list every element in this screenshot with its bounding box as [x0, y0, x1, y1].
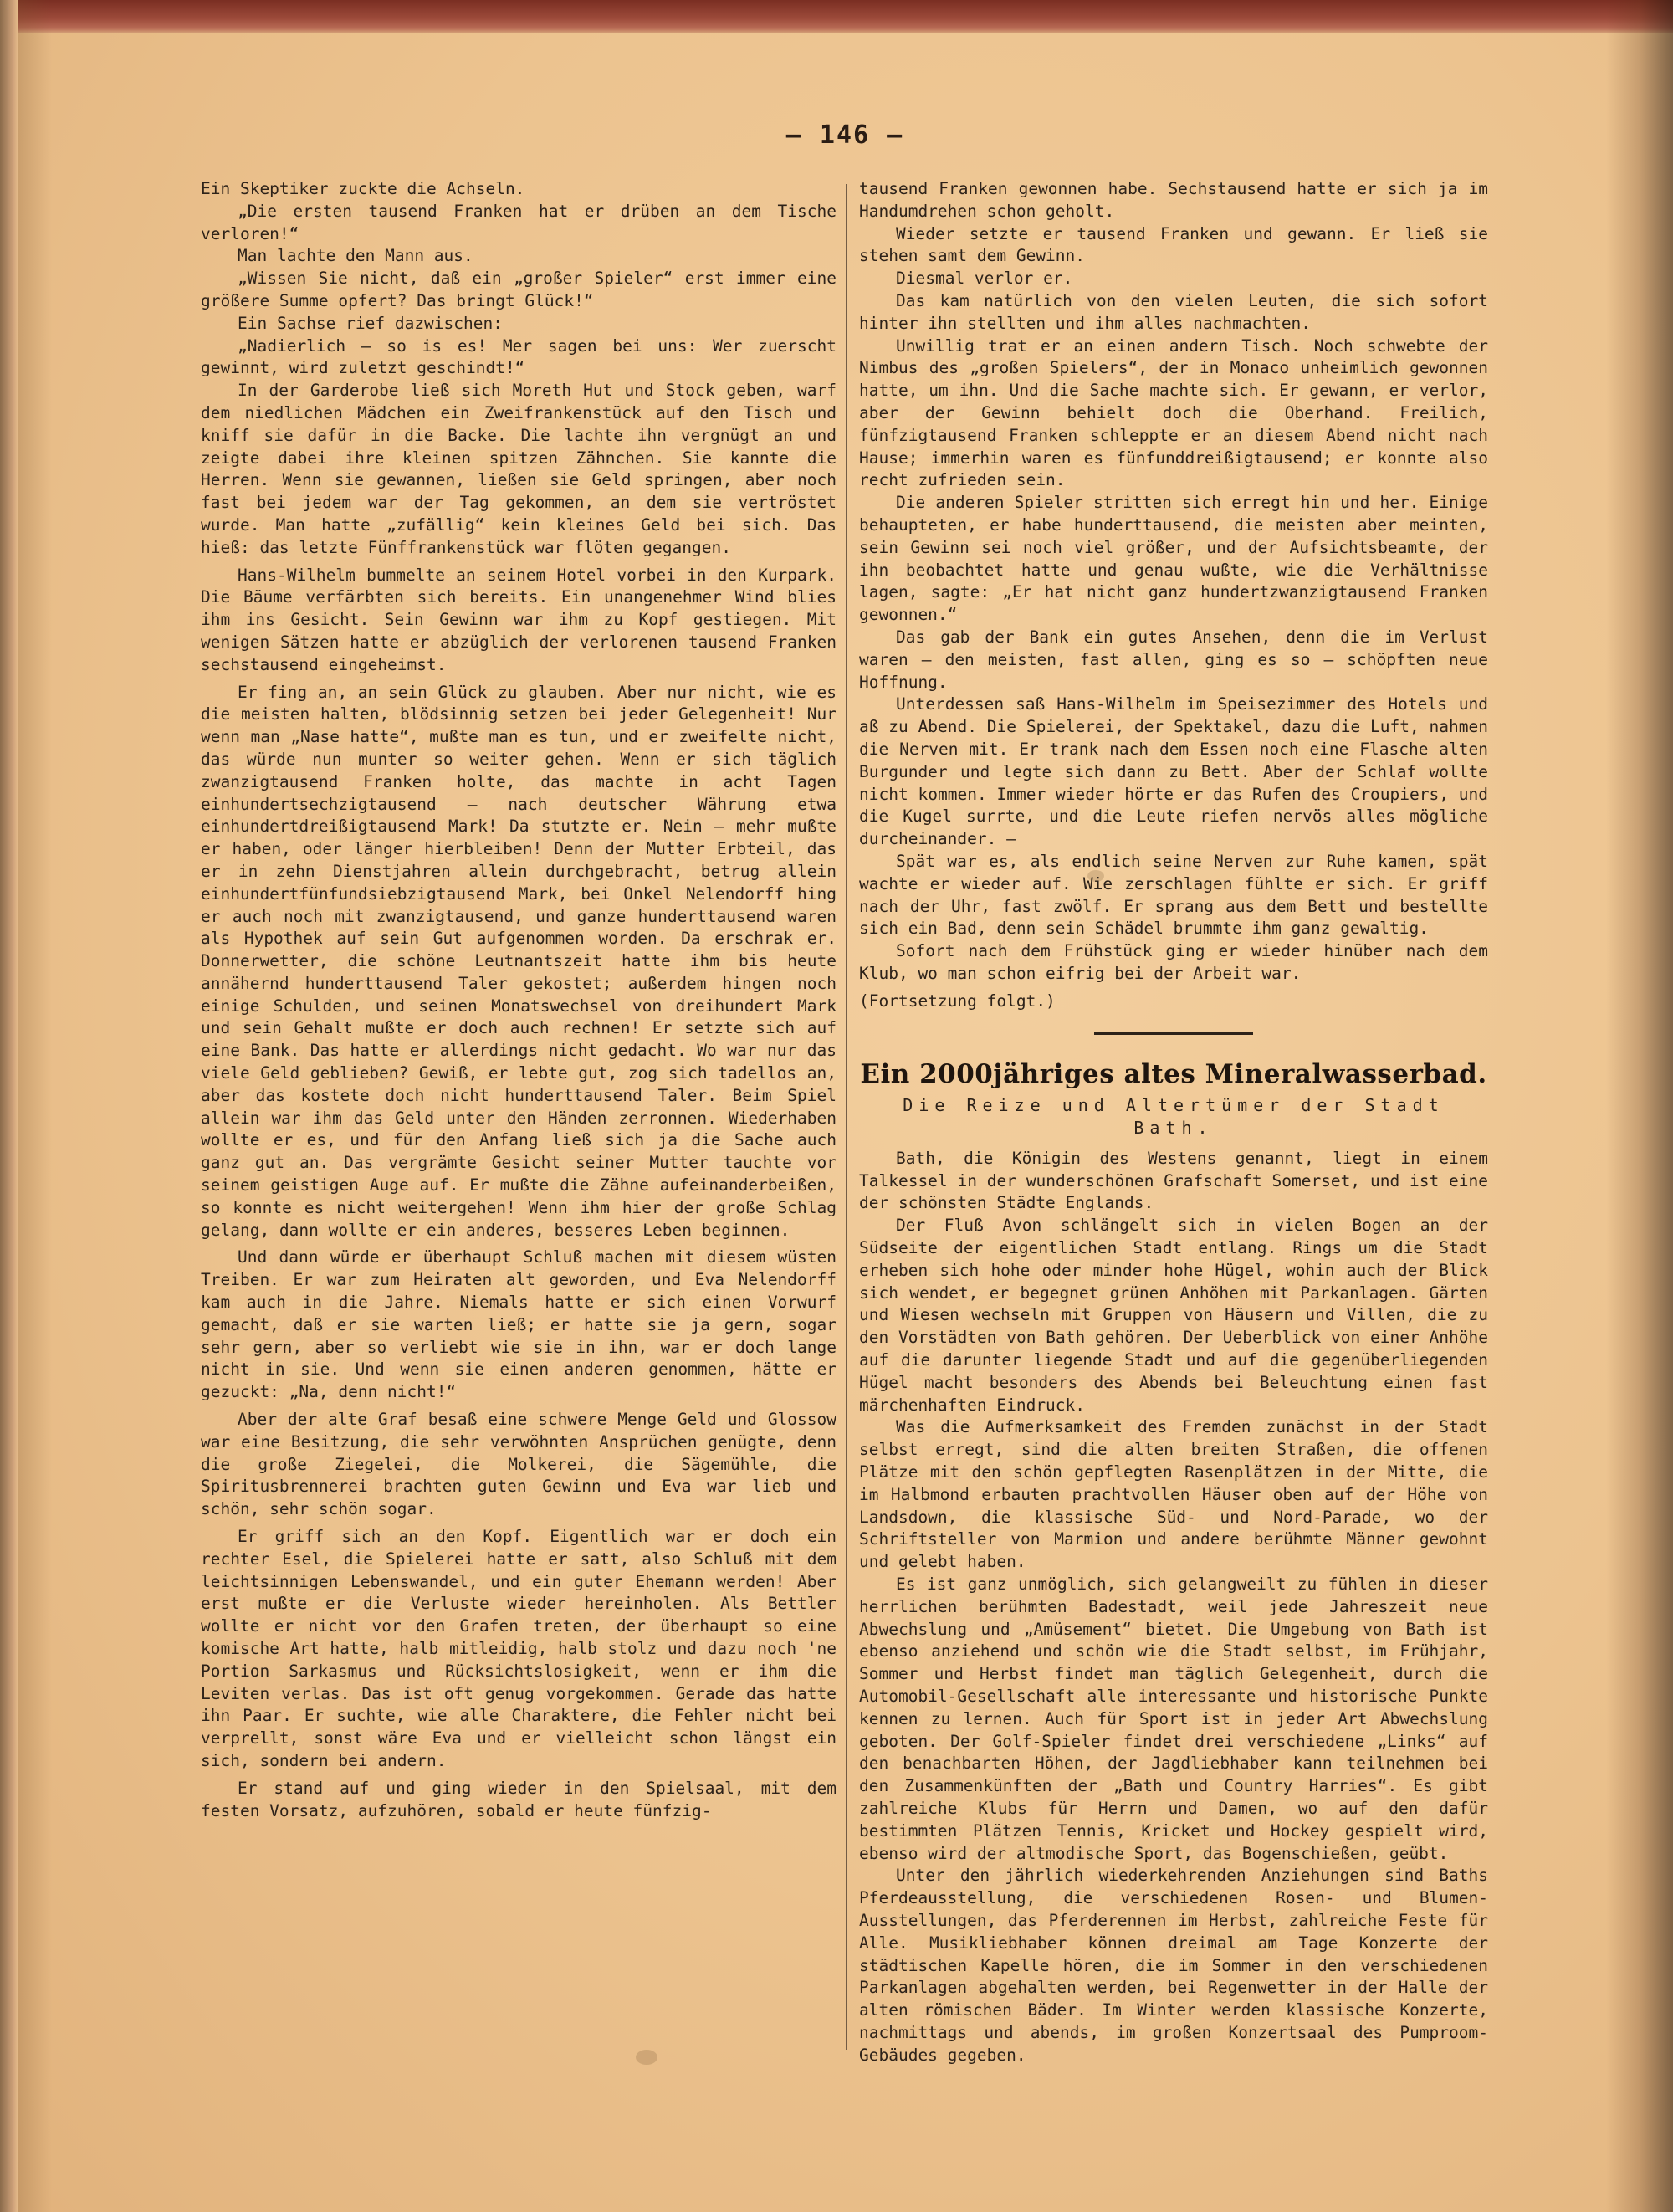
paragraph: Unterdessen saß Hans-Wilhelm im Speisezimmer des Hotels und aß zu Abend. Die Spielerei, der Spektakel, dazu die Luft, nahmen die Nerven mit. Er trank nach dem Essen noch eine Flasche alten Burgunder und legte sich dann zu Bett. Aber der Schlaf wollte nicht kommen. Immer wieder hörte er das Rufen des Croupiers, und die Kugel surrte, und die Leute riefen nervös alles mögliche durcheinander. —	[859, 694, 1488, 849]
article-headline: Ein 2000jähriges altes Mineralwasserbad.	[860, 1059, 1487, 1090]
left-text-column	[201, 178, 836, 1822]
paragraph: Ein Skeptiker zuckte die Achseln.	[201, 179, 525, 198]
paragraph: In der Garderobe ließ sich Moreth Hut und Stock geben, warf dem niedlichen Mädchen ein Zweifrankenstück auf den Tisch und kniff sie dafür in die Backe. Die lachte ihn vergnügt an und zeigte dabei ihre kleinen spitzen Zähnchen. Sie kannte die Herren. Wenn sie gewannen, ließen sie Geld springen, aber noch fast bei jedem war der Tag gekommen, an dem sie vertröstet wurde. Man hatte „zufällig“ kein kleines Geld bei sich. Das hieß: das letzte Fünffrankenstück war flöten gegangen.	[201, 381, 836, 557]
paragraph: Er stand auf und ging wieder in den Spielsaal, mit dem festen Vorsatz, aufzuhören, sobald er heute fünfzig-	[201, 1778, 836, 1820]
paragraph: Sofort nach dem Frühstück ging er wieder hinüber nach dem Klub, wo man schon eifrig bei der Arbeit war.	[859, 941, 1488, 983]
article-paragraph: Unter den jährlich wiederkehrenden Anziehungen sind Baths Pferdeausstellung, die verschiedenen Rosen- und Blumen-Ausstellungen, das Pferderennen im Herbst, zahlreiche Feste für Alle. Musikliebhaber können dreimal am Tage Konzerte der städtischen Kapelle hören, die im Sommer in den verschiedenen Parkanlagen abgehalten werden, bei Regenwetter in der Halle der alten römischen Bäder. Im Winter werden klassische Konzerte, nachmittags und abends, im großen Konzertsaal des Pumproom-Gebäudes gegeben.	[859, 1866, 1488, 2065]
section-divider	[1094, 1032, 1253, 1035]
book-cover-edge-top	[0, 0, 1673, 33]
article-paragraph: Was die Aufmerksamkeit des Fremden zunächst in der Stadt selbst erregt, sind die alten breiten Straßen, die offenen Plätze mit den schön gepflegten Rasenplätzen in der Mitte, die im Halbmond erbauten prachtvollen Häuser oben auf der Höhe von Landsdown, die klassische Süd- und Nord-Parade, wo der Schriftsteller von Marmion und andere berühmte Männer gewohnt und gelebt haben.	[859, 1417, 1488, 1572]
article-subheadline: Die Reize und Altertümer der Stadt Bath.	[903, 1095, 1445, 1139]
paragraph: Wieder setzte er tausend Franken und gewann. Er ließ sie stehen samt dem Gewinn.	[859, 223, 1488, 266]
paragraph: „Die ersten tausend Franken hat er drüben an dem Tische verloren!“	[201, 201, 836, 243]
article-paragraph: Es ist ganz unmöglich, sich gelangweilt zu fühlen in dieser herrlichen berühmten Badestadt, weil jede Jahreszeit neue Abwechslung und „Amüsement“ bietet. Die Umgebung von Bath ist ebenso anziehend und schön wie die Stadt selbst, im Frühjahr, Sommer und Herbst findet man täglich Gelegenheit, durch die Automobil-Gesellschaft alle interessante und historische Punkte kennen zu lernen. Auch für Sport ist in jeder Art Abwechslung geboten. Der Golf-Spieler findet drei verschiedene „Links“ auf den benachbarten Höhen, der Jagdliebhaber kann teilnehmen bei den Zusammenkünften der „Bath und Country Harries“. Es gibt zahlreiche Klubs für Herrn und Damen, wo auf den dafür bestimmten Plätzen Tennis, Kricket und Hockey gespielt wird, ebenso wird der altmodische Sport, das Bogenschießen, geübt.	[859, 1575, 1488, 1863]
paragraph: Ein Sachse rief dazwischen:	[238, 313, 503, 333]
right-text-column	[859, 178, 1488, 2067]
paragraph: Diesmal verlor er.	[896, 269, 1073, 289]
paragraph: Das kam natürlich von den vielen Leuten, die sich sofort hinter ihn stellten und ihm alles nachmachten.	[859, 290, 1488, 333]
paragraph: Unwillig trat er an einen andern Tisch. Noch schwebte der Nimbus des „großen Spielers“, der in Monaco unheimlich gewonnen hatte, um ihn. Und die Sache machte sich. Er gewann, er verlor, aber der Gewinn behielt doch die Oberhand. Freilich, fünfzigtausend Franken schleppte er an diesem Abend nicht nach Hause; immerhin waren es fünfunddreißigtausend; er konnte also recht zufrieden sein.	[859, 335, 1488, 490]
paragraph: Er fing an, an sein Glück zu glauben. Aber nur nicht, wie es die meisten halten, blödsinnig setzen bei jeder Gelegenheit! Nur wenn man „Nase hatte“, mußte man es tun, und er zweifelte nicht, das würde nun munter so weiter gehen. Wenn er sich täglich zwanzigtausend Franken holte, das machte in acht Tagen einhundertsechzigtausend — nach deutscher Währung etwa einhundertdreißigtausend Mark! Da stutzte er. Nein — mehr mußte er haben, oder länger hierbleiben! Denn der Mutter Erbteil, das er in zehn Dienstjahren allein durchgebracht, betrug allein einhundertfünfundsiebzigtausend Mark, bei Onkel Nelendorff hing er auch noch mit zwanzigtausend, und ganze hunderttausend waren als Hypothek auf sein Gut aufgenommen worden. Da erschrak er. Donnerwetter, die schöne Leutnantszeit hatte ihm bis heute annähernd hunderttausend Taler gekostet; außerdem hingen noch einige Schulden, und seinen Monatswechsel von dreihundert Mark und sein Gehalt mußte er doch auch rechnen! Er setzte sich auf eine Bank. Das hatte er allerdings nicht gedacht. Wo war nur das viele Geld geblieben? Gewiß, er lebte gut, zog sich tadellos an, aber das kostete doch nicht hunderttausend Taler. Beim Spiel allein war ihm das Geld unter den Händen zerronnen. Wiederhaben wollte er es, und für den Anfang ließ sich ja die Sache auch ganz gut an. Das vergrämte Gesicht seiner Mutter tauchte vor seinem geistigen Auge auf. Er mußte die Zähne aufeinanderbeißen, so konnte es nicht weitergehen! Wenn ihm hier der große Schlag gelang, dann wollte er ein anderes, besseres Leben beginnen.	[201, 682, 836, 1240]
paragraph: „Wissen Sie nicht, daß ein „großer Spieler“ erst immer eine größere Summe opfert? Das bringt Glück!“	[201, 269, 836, 310]
page-edge-right	[1606, 0, 1673, 2212]
continued-note: (Fortsetzung folgt.)	[859, 991, 1056, 1011]
paragraph: Die anderen Spieler stritten sich erregt hin und her. Einige behaupteten, er habe hunderttausend, die meisten aber meinten, sein Gewinn sei noch viel größer, und der Aufsichtsbeamte, der ihn beobachtet hatte und genau wußte, wie die Verhältnisse lagen, sagte: „Er hat nicht ganz hundertzwanzigtausend Franken gewonnen.“	[859, 493, 1488, 625]
paragraph: Das gab der Bank ein gutes Ansehen, denn die im Verlust waren — den meisten, fast allen, ging es so — schöpften neue Hoffnung.	[859, 627, 1488, 692]
paragraph: Hans-Wilhelm bummelte an seinem Hotel vorbei in den Kurpark. Die Bäume verfärbten sich bereits. Ein unangenehmer Wind blies ihm ins Gesicht. Sein Gewinn war ihm zu Kopf gestiegen. Mit wenigen Sätzen hatte er abzüglich der verlorenen tausend Franken sechstausend eingeheimst.	[201, 565, 836, 674]
paragraph: tausend Franken gewonnen habe. Sechstausend hatte er sich ja im Handumdrehen schon geholt.	[859, 179, 1488, 221]
paragraph: Spät war es, als endlich seine Nerven zur Ruhe kamen, spät wachte er wieder auf. Wie zerschlagen fühlte er sich. Er griff nach der Uhr, fast zwölf. Er sprang aus dem Bett und bestellte sich ein Bad, denn sein Schädel brummte ihm ganz gewaltig.	[859, 851, 1488, 939]
paragraph: Und dann würde er überhaupt Schluß machen mit diesem wüsten Treiben. Er war zum Heiraten alt geworden, und Eva Nelendorff kam auch in die Jahre. Niemals hatte er sich einen Vorwurf gemacht, daß er sie warten ließ; er hatte sie ja gern, sogar sehr gern, aber so verliebt wie sie in ihn, war er doch lange nicht in sie. Und wenn sie einen anderen genommen, hätte er gezuckt: „Na, denn nicht!“	[201, 1247, 836, 1402]
paper-stain	[636, 2050, 657, 2065]
paragraph: Er griff sich an den Kopf. Eigentlich war er doch ein rechter Esel, die Spielerei hatte er satt, also Schluß mit dem leichtsinnigen Lebenswandel, und ein guter Ehemann werden! Aber erst mußte er die Verluste wieder hereinholen. Als Bettler wollte er nicht vor den Grafen treten, der überhaupt so eine komische Art hatte, halb mitleidig, halb stolz und dazu noch 'ne Portion Sarkasmus und Rücksichtslosigkeit, wenn er ihm die Leviten verlas. Das ist oft genug vorgekommen. Gerade das hatte ihn Paar. Er suchte, wie alle Charaktere, die Fehler nicht bei verprellt, sonst wäre Eva und er vielleicht schon längst ein sich, sondern bei andern.	[201, 1527, 836, 1770]
book-spine-edge	[0, 0, 18, 2212]
spine-shadow	[18, 0, 52, 2212]
article-paragraph: Bath, die Königin des Westens genannt, liegt in einem Talkessel in der wunderschönen Grafschaft Somerset, und ist eine der schönsten Städte Englands.	[859, 1148, 1488, 1213]
paragraph: Aber der alte Graf besaß eine schwere Menge Geld und Glossow war eine Besitzung, die sehr verwöhnten Ansprüchen genügte, denn die große Ziegelei, die Molkerei, die Sägemühle, die Spiritusbrennerei brachten guten Gewinn und Eva war lieb und schön, sehr schön sogar.	[201, 1410, 836, 1519]
paragraph: „Nadierlich — so is es! Mer sagen bei uns: Wer zuerscht gewinnt, wird zuletzt geschindt!“	[201, 335, 836, 378]
paragraph: Man lachte den Mann aus.	[238, 246, 473, 266]
column-divider	[846, 184, 847, 2050]
page-number: — 146 —	[785, 120, 904, 150]
article-paragraph: Der Fluß Avon schlängelt sich in vielen Bogen an der Südseite der eigentlichen Stadt entlang. Rings um die Stadt erheben sich hohe oder minder hohe Hügel, wohin auch der Blick sich wendet, er begegnet grünen Anhöhen mit Parkanlagen. Gärten und Wiesen wechseln mit Gruppen von Häusern und Villen, die zu den Vorstädten von Bath gehören. Der Ueberblick von einer Anhöhe auf die darunter liegende Stadt und auf die gegenüberliegenden Hügel macht besonders des Abends bei Beleuchtung einen fast märchenhaften Eindruck.	[859, 1216, 1488, 1415]
